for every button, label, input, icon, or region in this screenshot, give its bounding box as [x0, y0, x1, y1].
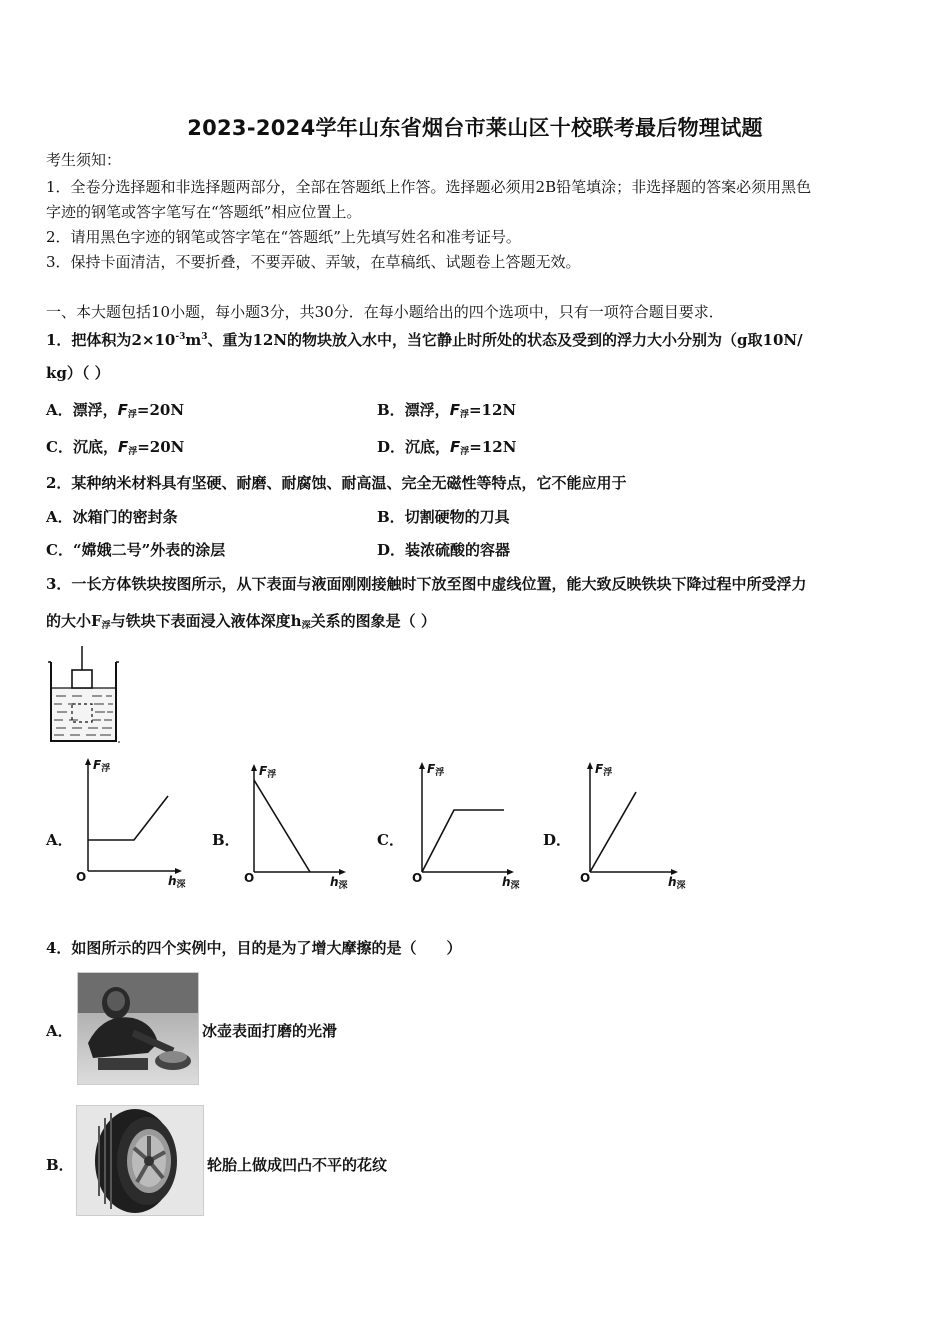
q3-l2-a: 的大小F: [46, 612, 102, 630]
q4-option-a-label[interactable]: A．: [46, 1022, 73, 1040]
q1-option-b-value: =12N: [468, 401, 517, 419]
graph-b-y-label: [259, 764, 276, 780]
graph-d-x-label: [668, 875, 686, 891]
q1-option-a-f: F: [117, 401, 128, 419]
graph-c-x-label: [502, 875, 520, 891]
graph-c-y-label: [427, 762, 444, 778]
graph-d-x-h: h: [668, 875, 677, 889]
notice-line-2: 2．请用黑色字迹的钢笔或答字笔在“答题纸”上先填写姓名和准考证号。: [46, 228, 521, 246]
q1-option-b[interactable]: [377, 400, 516, 425]
q3-l2-sub1: 浮: [101, 621, 111, 631]
q1-option-d-value: =12N: [469, 438, 517, 456]
graph-c-x-h: h: [502, 875, 511, 889]
q1-stem-pre: 1．把体积为2×10: [46, 331, 176, 349]
q1-option-c-value: =20N: [137, 438, 185, 456]
q1-option-a-value: =20N: [136, 401, 185, 419]
q1-option-b-f: F: [449, 401, 460, 419]
q1-option-a[interactable]: [46, 400, 184, 425]
curling-image: [78, 973, 198, 1084]
q1-option-c-f: F: [117, 438, 129, 456]
q2-option-a[interactable]: A．冰箱门的密封条: [46, 508, 178, 526]
beaker-figure: [48, 646, 122, 744]
notice-line-3: 3．保持卡面清洁，不要折叠，不要弄破、弄皱，在草稿纸、试题卷上答题无效。: [46, 253, 581, 271]
q1-option-b-sub: 浮: [459, 410, 469, 420]
q1-option-c-sub: 浮: [128, 447, 138, 457]
graph-d-curve: [590, 792, 636, 872]
graph-a-x-h: h: [168, 874, 177, 888]
graph-b-x-sub: 深: [338, 881, 348, 891]
graph-b-y-f: F: [259, 764, 268, 778]
q1-option-c-label: C．沉底，: [46, 438, 118, 456]
graph-b-origin: O: [244, 871, 255, 885]
q4-option-b-text: 轮胎上做成凹凸不平的花纹: [207, 1156, 388, 1174]
q1-option-d-f: F: [450, 438, 461, 456]
tyre-photo: [76, 1105, 204, 1216]
notice-line-1b: 字迹的钢笔或答字笔写在“答题纸”相应位置上。: [46, 203, 362, 221]
graph-d-y-label: [595, 762, 612, 778]
graph-d-y-f: F: [595, 762, 604, 776]
graph-a-y-label: [93, 758, 110, 774]
q2-option-b[interactable]: B．切割硬物的刀具: [377, 508, 510, 526]
graph-a-y-sub: 浮: [101, 764, 111, 774]
q2-option-d[interactable]: D．装浓硫酸的容器: [377, 541, 511, 559]
notice-line-1a: 1．全卷分选择题和非选择题两部分，全部在答题纸上作答。选择题必须用2B铅笔填涂；非选择题的答案必须用黑色: [46, 178, 812, 196]
graph-d-origin: O: [580, 871, 591, 885]
notice-heading: 考生须知：: [46, 151, 122, 169]
q1-stem-unit: m: [185, 331, 202, 349]
curling-photo: [77, 972, 199, 1085]
q1-option-c[interactable]: [46, 437, 184, 462]
graph-c-y-f: F: [427, 762, 436, 776]
graph-d[interactable]: [574, 762, 689, 894]
q2-option-c[interactable]: C．“嫦娥二号”外表的涂层: [46, 541, 226, 559]
question-3-stem-line2: [46, 611, 436, 636]
graph-b-x-h: h: [330, 875, 339, 889]
q3-option-a-label[interactable]: A．: [46, 831, 73, 849]
q1-option-b-label: B．漂浮，: [377, 401, 450, 419]
q1-option-a-sub: 浮: [127, 410, 137, 420]
section-1-heading: 一、本大题包括10小题，每小题3分，共30分．在每小题给出的四个选项中，只有一项符合题目要求．: [46, 303, 724, 321]
question-1-stem-line2: kg）（ ）: [46, 364, 110, 382]
graph-a[interactable]: [72, 758, 187, 893]
graph-b-x-label: [330, 875, 348, 891]
graph-a-x-sub: 深: [176, 880, 186, 890]
graph-b-curve: [254, 780, 310, 872]
page-title: 2023-2024学年山东省烟台市莱山区十校联考最后物理试题: [187, 116, 763, 140]
graph-a-axes: [72, 758, 187, 893]
graph-c-y-sub: 浮: [435, 768, 445, 778]
graph-c-x-sub: 深: [510, 881, 520, 891]
q4-option-b-label[interactable]: B．: [46, 1156, 74, 1174]
q3-l2-b: 与铁块下表面浸入液体深度h: [110, 612, 302, 630]
q3-l2-c: 关系的图象是（ ）: [310, 612, 436, 630]
graph-c[interactable]: [406, 762, 521, 894]
graph-a-x-label: [168, 874, 186, 890]
q3-option-c-label[interactable]: C．: [377, 831, 404, 849]
q1-option-d-sub: 浮: [460, 447, 470, 457]
q3-option-b-label[interactable]: B．: [212, 831, 240, 849]
question-1-stem: [46, 327, 803, 350]
graph-b[interactable]: [238, 764, 353, 894]
question-3-stem: 3．一长方体铁块按图所示，从下表面与液面刚刚接触时下放至图中虚线位置，能大致反映铁块下降过程中所受浮力: [46, 575, 807, 593]
q1-option-d[interactable]: [377, 437, 516, 462]
graph-a-y-f: F: [93, 758, 102, 772]
graph-b-y-sub: 浮: [267, 770, 277, 780]
graph-c-curve: [422, 810, 504, 872]
question-4-stem: 4．如图所示的四个实例中，目的是为了增大摩擦的是（ ）: [46, 939, 462, 957]
graph-d-x-sub: 深: [676, 881, 686, 891]
graph-a-curve: [88, 796, 168, 840]
tyre-image: [77, 1106, 203, 1215]
graph-a-origin: O: [76, 870, 87, 884]
q3-l2-sub2: 深: [301, 621, 311, 631]
graph-c-origin: O: [412, 871, 423, 885]
q3-option-d-label[interactable]: D．: [543, 831, 572, 849]
q1-exponent: -3: [175, 332, 186, 342]
q1-option-a-label: A．漂浮，: [46, 401, 118, 419]
graph-d-y-sub: 浮: [603, 768, 613, 778]
q4-option-a-text: 冰壶表面打磨的光滑: [202, 1022, 338, 1040]
q1-option-d-label: D．沉底，: [377, 438, 451, 456]
question-2-stem: 2．某种纳米材料具有坚硬、耐磨、耐腐蚀、耐高温、完全无磁性等特点，它不能应用于: [46, 474, 627, 492]
q1-exponent-2: 3: [201, 332, 208, 342]
q1-stem-post: 、重为12N的物块放入水中，当它静止时所处的状态及受到的浮力大小分别为（g取10N/: [207, 331, 803, 349]
